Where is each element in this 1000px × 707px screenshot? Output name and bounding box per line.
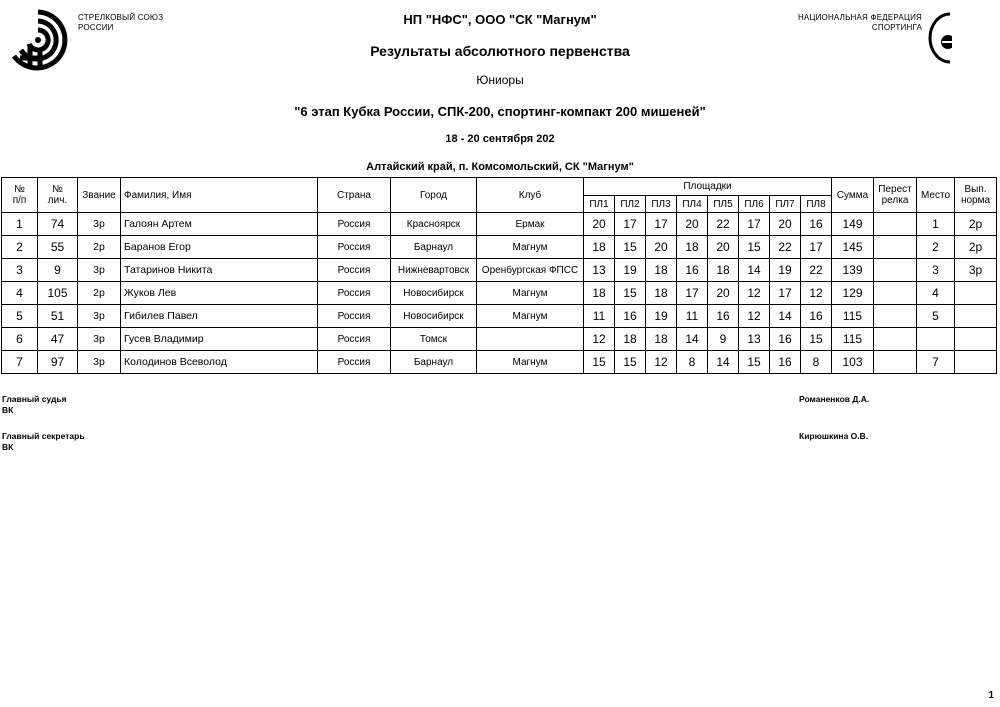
- col-club: Клуб: [477, 178, 584, 213]
- cell-station-5: 14: [708, 351, 739, 374]
- cell-station-2: 15: [615, 351, 646, 374]
- cell-license: 47: [38, 328, 78, 351]
- org-left-line2: РОССИИ: [78, 23, 114, 32]
- cell-station-1: 11: [584, 305, 615, 328]
- cell-station-3: 18: [646, 282, 677, 305]
- cell-name: Баранов Егор: [121, 236, 318, 259]
- cell-sum: 115: [832, 305, 874, 328]
- cell-station-4: 18: [677, 236, 708, 259]
- col-stations-group: Площадки: [584, 178, 832, 196]
- cell-norm: [955, 305, 997, 328]
- cell-station-3: 12: [646, 351, 677, 374]
- cell-station-2: 15: [615, 236, 646, 259]
- cell-shootoff: [874, 259, 917, 282]
- cell-license: 74: [38, 213, 78, 236]
- results-subtitle: Результаты абсолютного первенства: [370, 43, 630, 59]
- table-row: [2, 282, 997, 305]
- col-sum: Сумма: [832, 178, 874, 213]
- col-station-2: ПЛ2: [615, 196, 646, 213]
- cell-num: 2: [2, 236, 38, 259]
- event-name: "6 этап Кубка России, СПК-200, спортинг-компакт 200 мишеней": [294, 104, 706, 119]
- cell-shootoff: [874, 236, 917, 259]
- cell-norm: [955, 351, 997, 374]
- cell-shootoff: [874, 282, 917, 305]
- page-title: НП "НФС", ООО "СК "Магнум": [403, 12, 597, 27]
- cell-place: 1: [917, 213, 955, 236]
- cell-rank: 3р: [78, 305, 121, 328]
- table-row: [2, 236, 997, 259]
- cell-sum: 115: [832, 328, 874, 351]
- cell-shootoff: [874, 351, 917, 374]
- event-dates: 18 - 20 сентября 202: [445, 133, 555, 145]
- cell-station-6: 15: [739, 351, 770, 374]
- table-row: [2, 328, 997, 351]
- cell-sum: 139: [832, 259, 874, 282]
- col-shootoff: Перест релка: [874, 178, 917, 213]
- col-name: Фамилия, Имя: [121, 178, 318, 213]
- col-country: Страна: [318, 178, 391, 213]
- cell-station-2: 19: [615, 259, 646, 282]
- cell-license: 9: [38, 259, 78, 282]
- cell-rank: 3р: [78, 328, 121, 351]
- cell-country: Россия: [318, 305, 391, 328]
- cell-station-1: 18: [584, 236, 615, 259]
- chief-judge-name: Романенков Д.А.: [799, 394, 870, 404]
- cell-station-3: 19: [646, 305, 677, 328]
- cell-city: Барнаул: [391, 351, 477, 374]
- cell-name: Гусев Владимир: [121, 328, 318, 351]
- cell-sum: 145: [832, 236, 874, 259]
- chief-secretary-block: [2, 431, 85, 453]
- chief-secretary-category: ВК: [2, 442, 14, 452]
- cell-place: 3: [917, 259, 955, 282]
- cell-num: 6: [2, 328, 38, 351]
- col-license: № лич.: [38, 178, 78, 213]
- org-right-line2: СПОРТИНГА: [871, 23, 922, 32]
- cell-station-6: 12: [739, 282, 770, 305]
- cell-club: Магнум: [477, 305, 584, 328]
- cell-rank: 3р: [78, 213, 121, 236]
- cell-city: Новосибирск: [391, 305, 477, 328]
- cell-name: Татаринов Никита: [121, 259, 318, 282]
- cell-rank: 3р: [78, 259, 121, 282]
- cell-station-5: 22: [708, 213, 739, 236]
- col-station-7: ПЛ7: [770, 196, 801, 213]
- cell-rank: 2р: [78, 236, 121, 259]
- cell-station-4: 16: [677, 259, 708, 282]
- cell-city: Нижневартовск: [391, 259, 477, 282]
- cell-place: [917, 328, 955, 351]
- cell-club: Магнум: [477, 351, 584, 374]
- cell-station-8: 17: [801, 236, 832, 259]
- table-row: [2, 351, 997, 374]
- col-station-5: ПЛ5: [708, 196, 739, 213]
- chief-judge-title: Главный судья: [2, 394, 67, 404]
- cell-norm: [955, 282, 997, 305]
- col-city: Город: [391, 178, 477, 213]
- cell-station-1: 15: [584, 351, 615, 374]
- cell-station-6: 12: [739, 305, 770, 328]
- cell-station-3: 18: [646, 328, 677, 351]
- cell-station-7: 17: [770, 282, 801, 305]
- cell-station-6: 13: [739, 328, 770, 351]
- cell-name: Гибилев Павел: [121, 305, 318, 328]
- cell-station-8: 8: [801, 351, 832, 374]
- cell-station-3: 20: [646, 236, 677, 259]
- cell-station-8: 16: [801, 213, 832, 236]
- cell-shootoff: [874, 328, 917, 351]
- cell-club: [477, 328, 584, 351]
- cell-name: Колодинов Всеволод: [121, 351, 318, 374]
- cell-country: Россия: [318, 328, 391, 351]
- cell-norm: 2р: [955, 213, 997, 236]
- col-station-8: ПЛ8: [801, 196, 832, 213]
- cell-country: Россия: [318, 213, 391, 236]
- cell-license: 97: [38, 351, 78, 374]
- table-row: [2, 305, 997, 328]
- cell-station-6: 14: [739, 259, 770, 282]
- cell-station-2: 15: [615, 282, 646, 305]
- cell-station-2: 17: [615, 213, 646, 236]
- cell-num: 4: [2, 282, 38, 305]
- org-left-line1: СТРЕЛКОВЫЙ СОЮЗ: [78, 13, 164, 22]
- cell-norm: 2р: [955, 236, 997, 259]
- cell-station-8: 12: [801, 282, 832, 305]
- cell-country: Россия: [318, 236, 391, 259]
- cell-name: Жуков Лев: [121, 282, 318, 305]
- col-station-1: ПЛ1: [584, 196, 615, 213]
- cell-country: Россия: [318, 282, 391, 305]
- cell-station-1: 12: [584, 328, 615, 351]
- cell-station-7: 16: [770, 351, 801, 374]
- cell-station-1: 18: [584, 282, 615, 305]
- cell-station-4: 14: [677, 328, 708, 351]
- cell-station-7: 14: [770, 305, 801, 328]
- cell-place: 5: [917, 305, 955, 328]
- category-label: Юниоры: [476, 73, 524, 87]
- cell-club: Ермак: [477, 213, 584, 236]
- cell-station-3: 18: [646, 259, 677, 282]
- cell-station-7: 19: [770, 259, 801, 282]
- col-station-6: ПЛ6: [739, 196, 770, 213]
- cell-station-5: 20: [708, 282, 739, 305]
- cell-station-4: 11: [677, 305, 708, 328]
- cell-num: 5: [2, 305, 38, 328]
- cell-station-3: 17: [646, 213, 677, 236]
- cell-rank: 3р: [78, 351, 121, 374]
- chief-secretary-name: Кирюшкина О.В.: [799, 431, 869, 441]
- cell-club: Магнум: [477, 282, 584, 305]
- cell-station-5: 20: [708, 236, 739, 259]
- table-row: [2, 259, 997, 282]
- cell-num: 1: [2, 213, 38, 236]
- cell-place: 2: [917, 236, 955, 259]
- org-right-line1: НАЦИОНАЛЬНАЯ ФЕДЕРАЦИЯ: [797, 13, 922, 22]
- cell-sum: 129: [832, 282, 874, 305]
- cell-club: Оренбургская ФПСС: [477, 259, 584, 282]
- cell-license: 105: [38, 282, 78, 305]
- cell-norm: 3р: [955, 259, 997, 282]
- cell-city: Новосибирск: [391, 282, 477, 305]
- cell-station-8: 15: [801, 328, 832, 351]
- cell-rank: 2р: [78, 282, 121, 305]
- chief-judge-block: [2, 394, 67, 416]
- cell-station-8: 22: [801, 259, 832, 282]
- event-location: Алтайский край, п. Комсомольский, СК "Магнум": [366, 161, 634, 173]
- cell-shootoff: [874, 213, 917, 236]
- cell-station-2: 18: [615, 328, 646, 351]
- page-number: 1: [988, 690, 994, 701]
- col-num: № п/п: [2, 178, 38, 213]
- cell-station-5: 18: [708, 259, 739, 282]
- cell-norm: [955, 328, 997, 351]
- chief-secretary-title: Главный секретарь: [2, 431, 85, 441]
- cell-license: 51: [38, 305, 78, 328]
- cell-station-4: 20: [677, 213, 708, 236]
- cell-station-6: 17: [739, 213, 770, 236]
- cell-city: Красноярск: [391, 213, 477, 236]
- cell-club: Магнум: [477, 236, 584, 259]
- cell-place: 7: [917, 351, 955, 374]
- col-station-3: ПЛ3: [646, 196, 677, 213]
- cell-station-1: 20: [584, 213, 615, 236]
- results-table: [1, 177, 997, 374]
- cell-sum: 103: [832, 351, 874, 374]
- cell-num: 7: [2, 351, 38, 374]
- col-norm: Вып. норма: [955, 178, 997, 213]
- cell-num: 3: [2, 259, 38, 282]
- chief-judge-category: ВК: [2, 405, 14, 415]
- cell-station-8: 16: [801, 305, 832, 328]
- cell-station-5: 16: [708, 305, 739, 328]
- cell-shootoff: [874, 305, 917, 328]
- cell-station-6: 15: [739, 236, 770, 259]
- cell-country: Россия: [318, 351, 391, 374]
- cell-station-4: 8: [677, 351, 708, 374]
- cell-station-7: 20: [770, 213, 801, 236]
- cell-name: Галоян Артем: [121, 213, 318, 236]
- cell-city: Барнаул: [391, 236, 477, 259]
- cell-country: Россия: [318, 259, 391, 282]
- col-place: Место: [917, 178, 955, 213]
- cell-sum: 149: [832, 213, 874, 236]
- table-row: [2, 213, 997, 236]
- cell-station-5: 9: [708, 328, 739, 351]
- cell-station-7: 16: [770, 328, 801, 351]
- cell-city: Томск: [391, 328, 477, 351]
- cell-station-4: 17: [677, 282, 708, 305]
- cell-place: 4: [917, 282, 955, 305]
- col-station-4: ПЛ4: [677, 196, 708, 213]
- cell-station-1: 13: [584, 259, 615, 282]
- cell-station-2: 16: [615, 305, 646, 328]
- col-rank: Звание: [78, 178, 121, 213]
- cell-station-7: 22: [770, 236, 801, 259]
- cell-license: 55: [38, 236, 78, 259]
